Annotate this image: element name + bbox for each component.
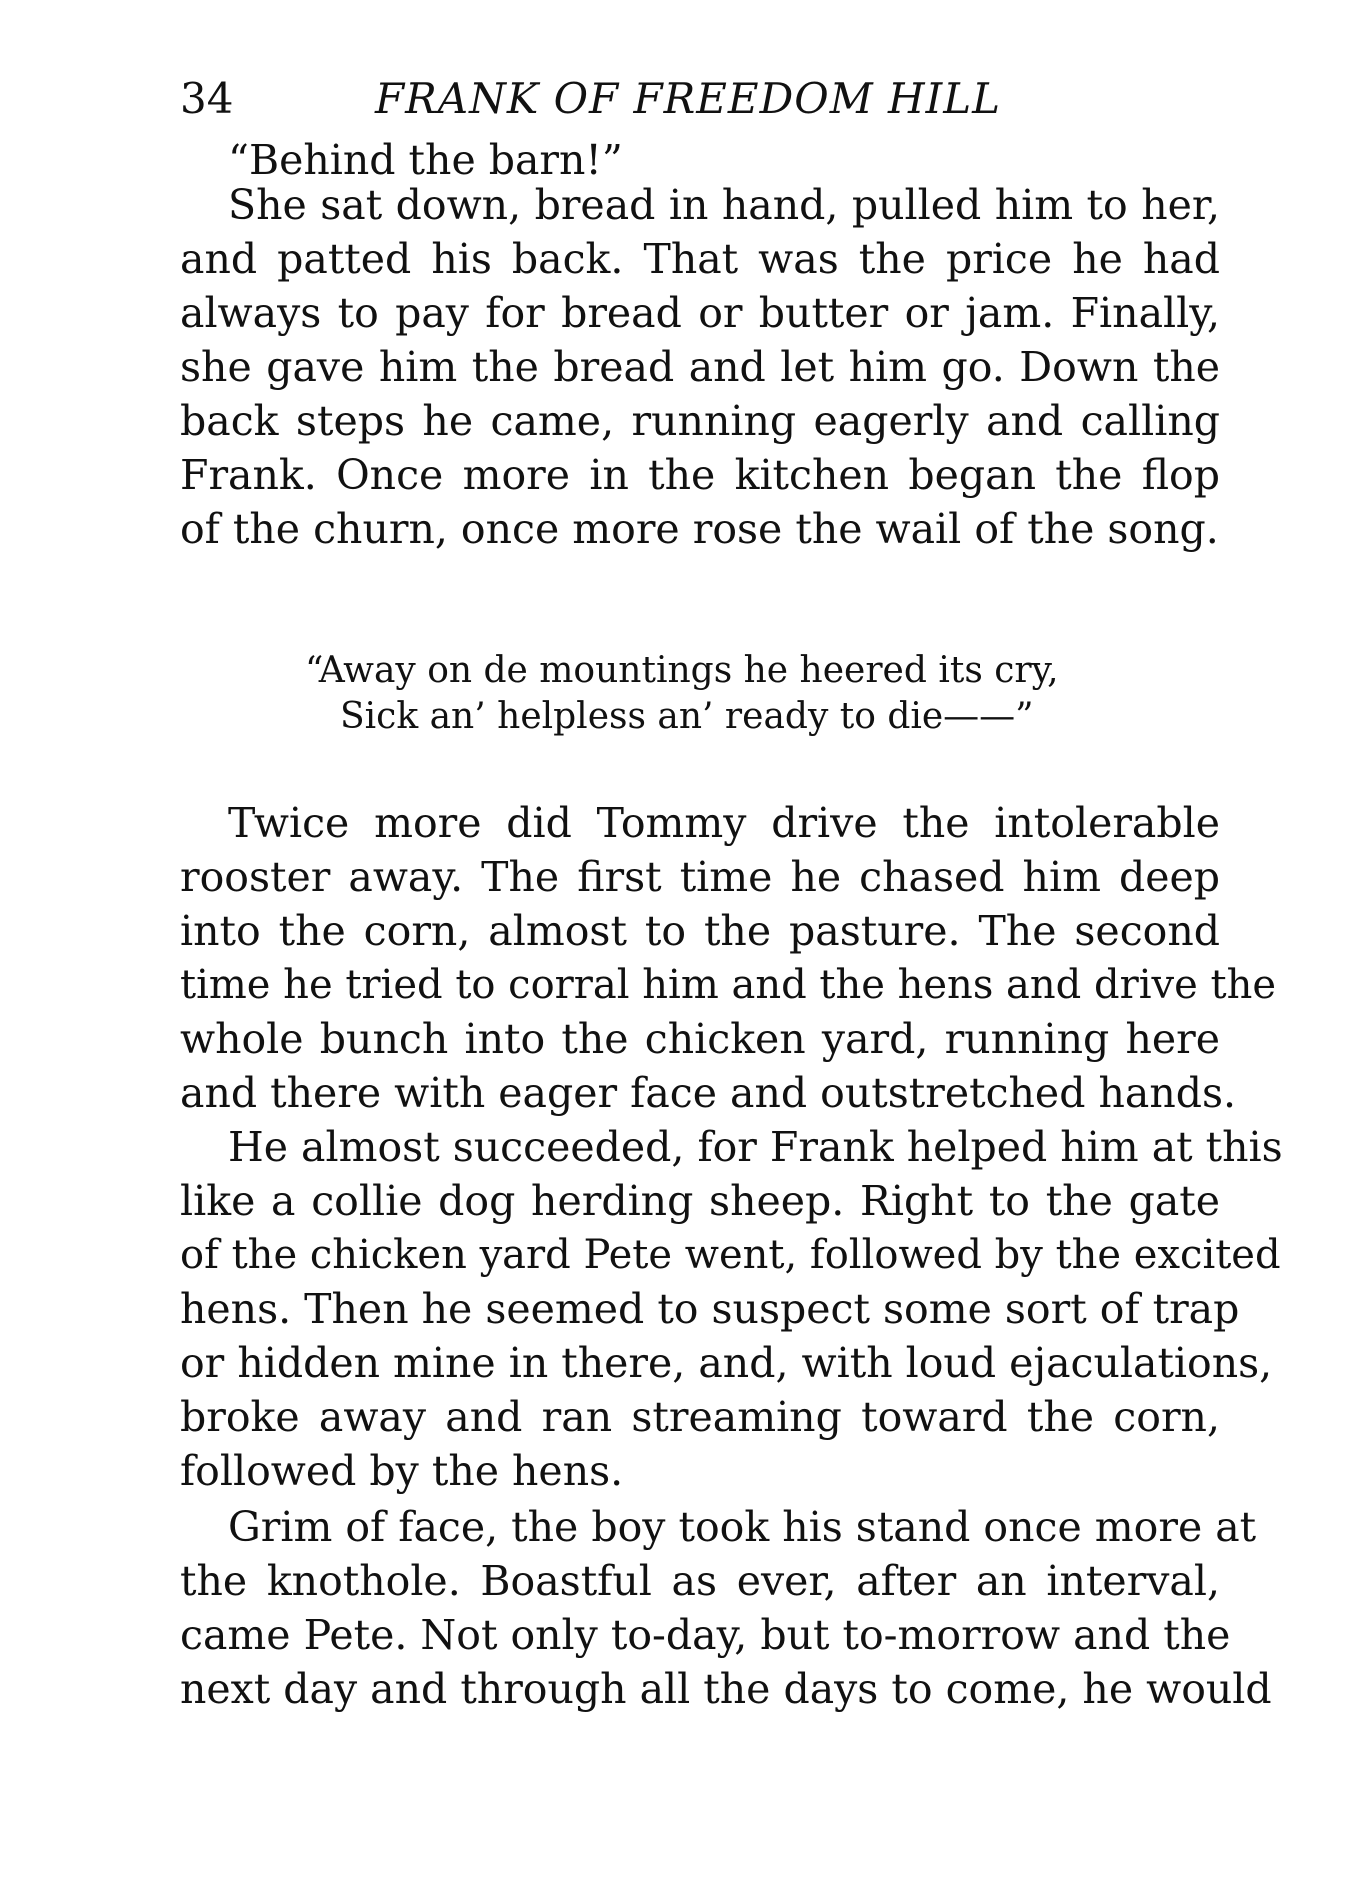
text-line: the knothole. Boastful as ever, after an interval, xyxy=(180,1557,1220,1605)
page-header xyxy=(180,74,1240,124)
text-line: like a collie dog herding sheep. Right to the gate xyxy=(180,1177,1220,1225)
text-line: back steps he came, running eagerly and calling xyxy=(180,397,1220,445)
text-line: into the corn, almost to the pasture. The second xyxy=(180,907,1220,955)
text-line: He almost succeeded, for Frank helped him at this xyxy=(228,1123,1283,1171)
text-line: Grim of face, the boy took his stand once more at xyxy=(228,1503,1257,1551)
text-line: of the chicken yard Pete went, followed by the excited xyxy=(180,1232,1281,1278)
page-number: 34 xyxy=(180,74,234,123)
text-line: Twice more did Tommy drive the intolerable xyxy=(228,799,1220,847)
text-line: came Pete. Not only to-day, but to-morrow and the xyxy=(180,1611,1231,1659)
text-line: followed by the hens. xyxy=(180,1447,624,1495)
text-line: time he tried to corral him and the hens and drive the xyxy=(180,962,1276,1008)
text-line: whole bunch into the chicken yard, running here xyxy=(180,1015,1220,1063)
running-title: FRANK OF FREEDOM HILL xyxy=(375,74,1002,123)
text-line: Frank. Once more in the kitchen began the flop xyxy=(180,451,1220,499)
text-line: always to pay for bread or butter or jam. Finally, xyxy=(180,289,1220,337)
text-line: and there with eager face and outstretched hands. xyxy=(180,1069,1237,1117)
text-line: hens. Then he seemed to suspect some sort of trap xyxy=(180,1285,1240,1333)
text-line: broke away and ran streaming toward the corn, xyxy=(180,1393,1220,1441)
text-line: and patted his back. That was the price he had xyxy=(180,235,1220,283)
verse-line: Sick an’ helpless an’ ready to die——” xyxy=(340,696,1034,737)
text-line: rooster away. The first time he chased him deep xyxy=(180,853,1220,901)
text-line: or hidden mine in there, and, with loud ejaculations, xyxy=(180,1339,1273,1387)
verse-line: “Away on de mountings he heered its cry, xyxy=(305,650,1059,691)
text-line: of the churn, once more rose the wail of the song. xyxy=(180,505,1219,553)
text-line: “Behind the barn!” xyxy=(228,136,623,184)
text-line: next day and through all the days to come, he would xyxy=(180,1665,1272,1713)
text-line: She sat down, bread in hand, pulled him to her, xyxy=(228,181,1220,229)
text-line: she gave him the bread and let him go. Down the xyxy=(180,343,1220,391)
